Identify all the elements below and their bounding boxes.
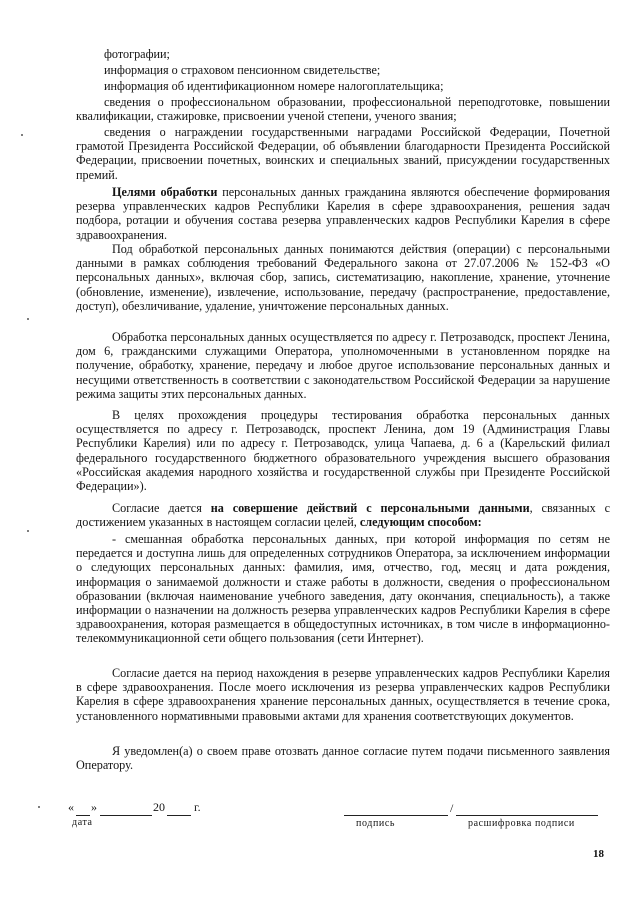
name-decode-line [456, 815, 598, 816]
scan-speck [21, 134, 23, 136]
list-item-awards: сведения о награждении государственными наградами Российской Федерации, Почетной грамотой Президента Российской Федерации, об объявлении благодарности Президента Российской Федерации, присвоении почетных, воинских и специальных званий, присуждении государственных премий. [76, 125, 610, 182]
scan-speck [27, 318, 29, 320]
consent-a: Согласие дается [112, 501, 211, 515]
mixed-processing-paragraph: - смешанная обработка персональных данных, при которой информация по сетям не передается и доступна лишь для определенных сотрудников Оператора, за исключением информации о следующих персональных данных: фамилия, имя, отчество, год, месяц и дата рождения, информация о занимаемой должности и стаже работы в должности, сведения о профессиональном образовании (включая наименование учебного заведения, дату окончания, специальность), а также информации о назначении на должность резерва управленческих кадров Республики Карелия в сфере здравоохранения, которая размещается в общедоступных источниках, в том числе в информационно-телекоммуникационной сети общего пользования (сети Интернет). [76, 532, 610, 646]
purpose-paragraph [76, 185, 610, 242]
date-month-line [100, 815, 152, 816]
consent-period-paragraph: Согласие дается на период нахождения в резерве управленческих кадров Республики Карелия в сфере здравоохранения. После моего исключения из резерва управленческих кадров Республики Карелия в сфере здравоохранения хранение персональных данных, осуществляется в течение срока, установленного нормативными правовыми актами для хранения соответствующих документов. [76, 666, 610, 723]
page-number: 18 [593, 848, 604, 860]
signature-slash: / [450, 801, 454, 815]
date-close-quote: » [91, 800, 97, 814]
purpose-lead: Целями обработки [112, 185, 218, 199]
signature-line [344, 815, 448, 816]
scan-speck [27, 530, 29, 532]
date-year-suffix: г. [194, 800, 201, 814]
list-item-photos: фотографии; [104, 47, 170, 61]
consent-d: следующим способом: [359, 515, 482, 530]
testing-address-paragraph: В целях прохождения процедуры тестирования обработка персональных данных осуществляется по адресу г. Петрозаводск, проспект Ленина, дом 19 (Администрация Главы Республики Карелия) или по адресу г. Петрозаводск, улица Чапаева, д. 6 а (Карельский филиал федерального государственного бюджетного образовательного учреждения высшего образования «Российская академия народного хозяйства и государственной службы при Президенте Российской Федерации»). [76, 408, 610, 494]
list-item-tax-number: информация об идентификационном номере налогоплательщика; [104, 79, 444, 93]
processing-definition-paragraph: Под обработкой персональных данных понимаются действия (операции) с персональными данными в рамках соблюдения требований Федерального закона от 27.07.2006 № 152-ФЗ «О персональных данных», включая сбор, запись, систематизацию, накопление, хранение, уточнение (обновление, изменение), извлечение, использование, передачу (распространение, предоставление, доступ), обезличивание, удаление, уничтожение персональных данных. [76, 242, 610, 313]
date-day-line [76, 815, 90, 816]
date-year-prefix: 20 [153, 800, 165, 814]
consent-c: , связанных с достижением указанных в настоящем согласии целей, [76, 501, 610, 530]
consent-paragraph [76, 501, 610, 529]
date-caption: дата [72, 817, 93, 828]
list-item-pension-certificate: информация о страховом пенсионном свидетельстве; [104, 63, 381, 77]
purpose-text: персональных данных гражданина являются обеспечение формирования резерва управленческих кадров Республики Карелия в сфере здравоохранения, решения задач подбора, ротации и обучения состава резерва управленческих кадров Республики Карелия в сфере здравоохранения. [76, 185, 610, 242]
withdrawal-notice-paragraph: Я уведомлен(а) о своем праве отозвать данное согласие путем подачи письменного заявления Оператору. [76, 744, 610, 773]
name-decode-caption: расшифровка подписи [468, 818, 575, 829]
signature-caption: подпись [356, 818, 396, 829]
processing-address-paragraph: Обработка персональных данных осуществляется по адресу г. Петрозаводск, проспект Ленина, дом 6, гражданскими служащими Оператора, уполномоченными в установленном порядке на получение, обработку, хранение, передачу и любое другое использование персональных данных и несущими ответственность в соответствии с законодательством Российской Федерации за нарушение режима защиты этих персональных данных. [76, 330, 610, 401]
scan-speck [38, 806, 40, 808]
consent-b: на совершение действий с персональными данными [210, 501, 530, 515]
date-year-line [167, 815, 191, 816]
list-item-education: сведения о профессиональном образовании, профессиональной переподготовке, повышении квалификации, стажировке, присвоении ученой степени, ученого звания; [76, 95, 610, 124]
date-open-quote: « [68, 800, 74, 814]
